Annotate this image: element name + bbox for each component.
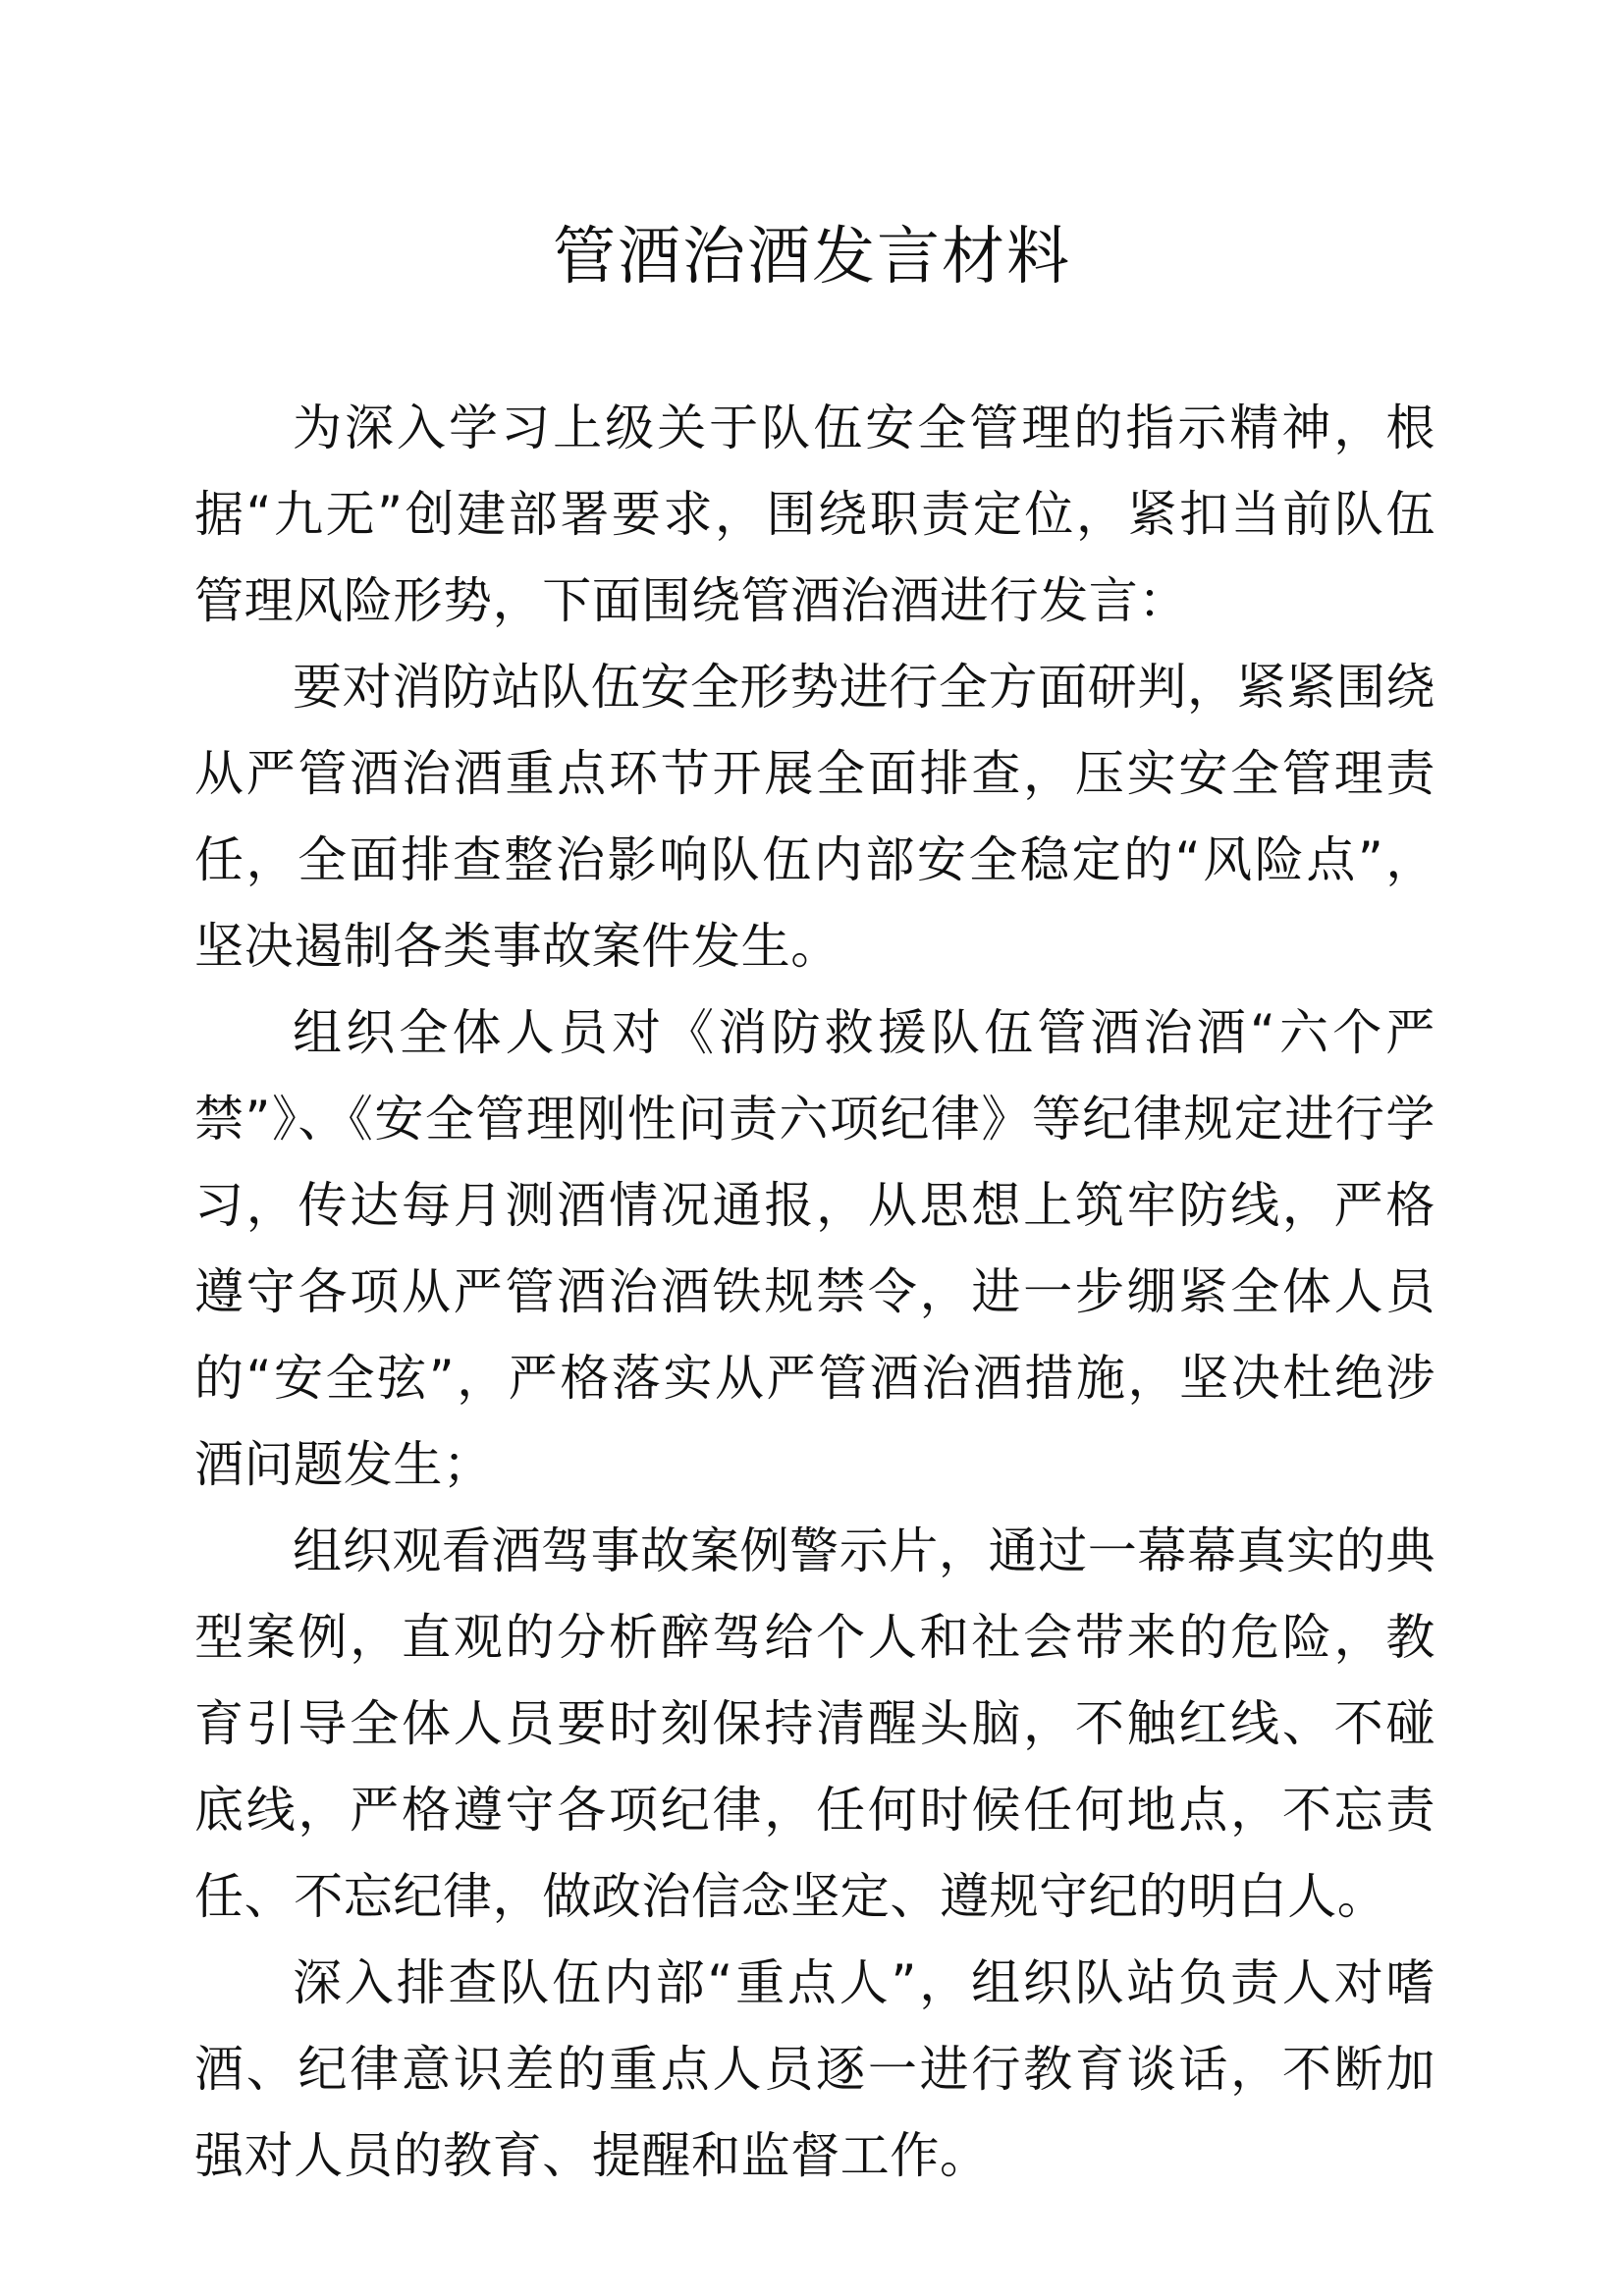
paragraph-2: 要对消防站队伍安全形势进行全方面研判，紧紧围绕从严管酒治酒重点环节开展全面排查，压实安全管理责任，全面排查整治影响队伍内部安全稳定的“风险点”，坚决遏制各类事故案件发生。 [194, 659, 1435, 975]
paragraph-3: 组织全体人员对《消防救援队伍管酒治酒“六个严禁”》、《安全管理刚性问责六项纪律》等纪律规定进行学习，传达每月测酒情况通报，从思想上筑牢防线，严格遵守各项从严管酒治酒铁规禁令，进一步绷紧全体人员的“安全弦”，严格落实从严管酒治酒措施，坚决杜绝涉酒问题发生； [194, 1004, 1435, 1493]
paragraph-1: 为深入学习上级关于队伍安全管理的指示精神，根据“九无”创建部署要求，围绕职责定位，紧扣当前队伍管理风险形势，下面围绕管酒治酒进行发言： [194, 400, 1435, 629]
paragraph-4: 组织观看酒驾事故案例警示片，通过一幕幕真实的典型案例，直观的分析醉驾给个人和社会带来的危险，教育引导全体人员要时刻保持清醒头脑，不触红线、不碰底线，严格遵守各项纪律，任何时候任何地点，不忘责任、不忘纪律，做政治信念坚定、遵规守纪的明白人。 [194, 1522, 1435, 1925]
document-body [194, 385, 1435, 2199]
paragraph-5: 深入排查队伍内部“重点人”，组织队站负责人对嗜酒、纪律意识差的重点人员逐一进行教育谈话，不断加强对人员的教育、提醒和监督工作。 [194, 1954, 1435, 2184]
document-title: 管酒治酒发言材料 [553, 221, 1071, 294]
